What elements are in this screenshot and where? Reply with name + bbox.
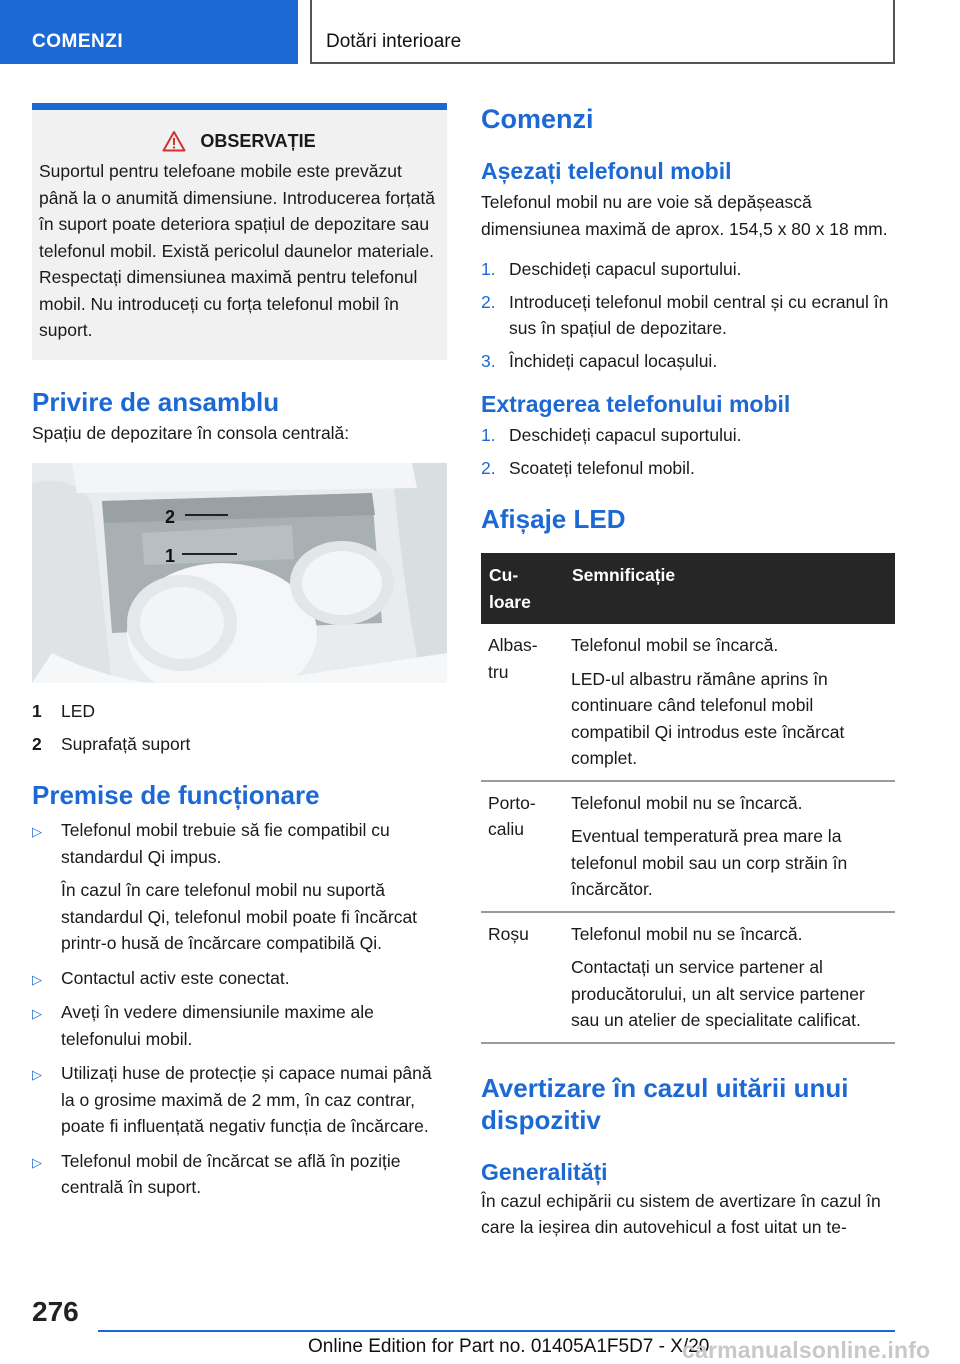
legend-item — [32, 728, 447, 761]
step-item — [481, 422, 895, 449]
right-column — [481, 103, 895, 1241]
legend-item — [32, 695, 447, 728]
legend-text: Suprafață suport — [61, 734, 191, 754]
notice-box — [32, 103, 447, 360]
place-phone-steps — [481, 256, 895, 374]
bullet-triangle-icon: ▷ — [32, 1067, 42, 1082]
list-item — [32, 817, 447, 957]
step-number: 1. — [481, 425, 496, 445]
list-item — [32, 999, 447, 1052]
place-phone-intro: Telefonul mobil nu are voie să depășească dimensiunea maximă de aprox. 154,5 x 80 x 18 mm. — [481, 192, 888, 239]
bullet-triangle-icon: ▷ — [32, 824, 42, 839]
step-text: Scoateți telefonul mobil. — [509, 457, 695, 478]
step-number: 3. — [481, 350, 496, 371]
left-column — [32, 103, 447, 1209]
step-item — [481, 455, 895, 482]
list-item-text: Contactul activ este conectat. — [61, 967, 290, 988]
step-number: 2. — [481, 291, 496, 312]
step-text: Introduceți telefonul mobil central și cu ecranul în sus în spațiul de depozitare. — [509, 291, 889, 338]
led-color-cell: Roșu — [481, 912, 564, 1043]
step-item — [481, 348, 895, 375]
watermark: carmanualsonline.info — [682, 1337, 931, 1363]
page-number: 276 — [32, 1296, 79, 1327]
led-meaning-main: Telefonul mobil nu se încarcă. — [571, 923, 803, 944]
step-number: 1. — [481, 259, 496, 279]
table-row — [481, 624, 895, 781]
notice-title — [39, 130, 439, 152]
table-row — [481, 912, 895, 1043]
led-table-header — [481, 553, 895, 624]
notice-text: Suportul pentru telefoane mobile este prevăzut până la o anumită dimensiune. Introducerea forțată în suport poate deteriora spațiul de depozitare sau telefonul mobil. Există pericolul daunelor materiale. Respectați dimensiunea maximă pentru telefonul mobil. Nu introduceți cu forța telefonul mobil în suport. — [39, 161, 435, 340]
console-figure — [32, 463, 447, 683]
step-text: Închideți capacul locașului. — [509, 350, 718, 371]
prerequisites-heading: Premise de funcționare — [32, 780, 320, 810]
led-meaning-main: Telefonul mobil se încarcă. — [571, 635, 779, 655]
prerequisites-list — [32, 817, 447, 1201]
column-header-meaning: Semnificație — [564, 553, 895, 624]
remove-phone-heading: Extragerea telefonului mobil — [481, 391, 791, 417]
warning-triangle-icon — [162, 130, 186, 152]
led-color-cell: Albas-tru — [481, 624, 564, 781]
figure-label-2: 2 — [165, 507, 176, 527]
figure-legend — [32, 695, 447, 761]
figure-label-1: 1 — [165, 546, 176, 566]
led-meaning-detail: Contactați un service partener al producătorului, un alt service partener sau un atelier de specialitate calificat. — [571, 957, 865, 1030]
led-meaning-cell — [564, 781, 895, 912]
table-row — [481, 781, 895, 912]
bullet-triangle-icon: ▷ — [32, 1006, 42, 1021]
led-meaning-cell — [564, 912, 895, 1043]
led-table — [481, 553, 895, 1044]
column-header-color: Cu-loare — [481, 553, 564, 624]
console-illustration — [32, 463, 447, 683]
section-title: COMENZI — [32, 31, 124, 52]
list-item-text: Aveți în vedere dimensiunile maxime ale telefonului mobil. — [61, 1002, 374, 1049]
section-tab — [0, 0, 298, 64]
led-meaning-detail: LED-ul albastru rămâne aprins în continuare când telefonul mobil compatibil Qi introdus este încărcat complet. — [571, 668, 845, 768]
step-number: 2. — [481, 457, 496, 478]
general-text: În cazul echipării cu sistem de avertizare în cazul în care la ieșirea din autovehicul a fost uitat un te- — [481, 1190, 881, 1237]
chapter-title: Dotări interioare — [326, 31, 462, 52]
edition-info: Online Edition for Part no. 01405A1F5D7 - X/20 — [308, 1336, 710, 1357]
list-item — [32, 965, 447, 992]
controls-heading: Comenzi — [481, 104, 594, 134]
legend-text: LED — [61, 701, 96, 721]
led-color-cell: Porto-caliu — [481, 781, 564, 912]
led-meaning-detail: Eventual temperatură prea mare la telefonul mobil sau un corp străin în încărcător. — [571, 826, 848, 899]
footer-divider — [98, 1330, 895, 1332]
forgotten-device-heading: Avertizare în cazul uitării unui dispozitiv — [481, 1072, 849, 1135]
step-text: Deschideți capacul suportului. — [509, 425, 742, 445]
led-meaning-cell — [564, 624, 895, 781]
step-item — [481, 289, 895, 342]
remove-phone-steps — [481, 422, 895, 481]
place-phone-heading: Așezați telefonul mobil — [481, 158, 732, 184]
bullet-triangle-icon: ▷ — [32, 971, 42, 987]
bullet-triangle-icon: ▷ — [32, 1154, 42, 1170]
overview-heading: Privire de ansamblu — [32, 386, 280, 417]
list-item — [32, 1148, 447, 1201]
led-meaning-main: Telefonul mobil nu se încarcă. — [571, 792, 803, 813]
overview-intro: Spațiu de depozitare în consola centrală: — [32, 422, 350, 443]
step-item — [481, 256, 895, 283]
legend-number: 2 — [32, 734, 42, 754]
chapter-header — [310, 0, 895, 64]
list-item-text: Telefonul mobil de încărcat se află în poziție centrală în suport. — [61, 1150, 401, 1197]
list-item-extra: În cazul în care telefonul mobil nu suportă standardul Qi, telefonul mobil poate fi încărcat printr-o husă de încărcare compatibilă Qi. — [61, 880, 418, 953]
list-item-text: Utilizați huse de protecție și capace numai până la o grosime maximă de 2 mm, în caz contrar, poate fi influențată negativ funcția de încărcare. — [61, 1063, 432, 1136]
general-heading: Generalități — [481, 1158, 608, 1185]
list-item-text: Telefonul mobil trebuie să fie compatibil cu standardul Qi impus. — [61, 820, 390, 867]
led-heading: Afișaje LED — [481, 504, 626, 534]
step-text: Deschideți capacul suportului. — [509, 259, 742, 279]
legend-number: 1 — [32, 701, 42, 721]
notice-title-text: OBSERVAȚIE — [200, 130, 316, 151]
list-item — [32, 1060, 447, 1140]
